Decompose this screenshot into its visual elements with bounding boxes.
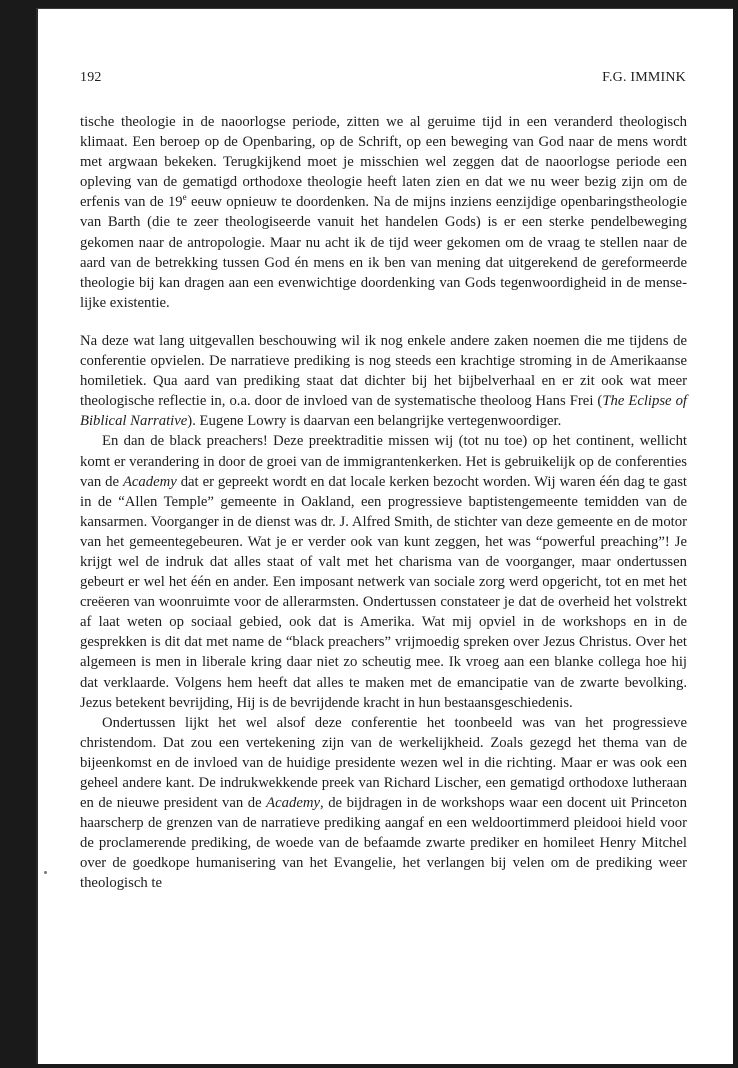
scan-speck — [44, 871, 47, 874]
running-head: F.G. IMMINK — [602, 70, 686, 85]
page-number: 192 — [80, 70, 102, 85]
superscript: e — [182, 192, 187, 203]
text-run: , de bijdragen in de workshops waar een docent uit Princeton haarscherp de grenzen van de narratieve prediking aangaf en een weldoortimmerd pleidooi hield voor de proclamerende prediking, de woede van de befaamde zwarte prediker en homileet Henry Mitchel over de goedkope humanisering van het Evangelie, het verlangen bij velen om de prediking weer theologisch te — [80, 795, 687, 892]
paragraph-2 — [80, 331, 687, 431]
academy-italic: Academy — [122, 473, 177, 490]
text-run: tische theologie in de naoorlogse periode, zitten we al geruime tijd in een veranderd theologisch klimaat. Een beroep op de Openbaring, op de Schrift, op een beweging van God naar de mens wordt met argwaan bekeken. Terugkijkend moet je misschien wel zeggen dat de naoorlogse periode een opleving van de gematigd orthodoxe theologie heeft laten zien en dat we nu weer bezig zijn om de erfenis van de 19 — [80, 114, 687, 211]
scan-shadow-left — [36, 8, 38, 1064]
text-run: eeuw opnieuw te doordenken. Na de mijns inziens eenzijdige openbaringstheologie van Barth (die te zeer theologiseerde vanuit het handelen Gods) is er een sterke pendelbeweging gekomen naar de antropologie. Maar nu acht ik de tijd weer gekomen om de vraag te stellen naar de aard van de betrekking tussen God én mens en ik ben van mening dat uitgerekend de gereformeerde theologie bij kan dragen aan een evenwichtige doordenking van Gods tegenwoordigheid in de menselijke existentie. — [80, 194, 687, 311]
paragraph-4 — [80, 713, 687, 894]
text-run: En dan de black preachers! Deze preektraditie missen wij (tot nu toe) op het continent, wellicht komt er verandering in door de groei van de immigrantenkerken. Het is gebruikelijk op de conferenties van de — [80, 433, 687, 490]
book-page — [36, 8, 733, 1064]
text-run: Ondertussen lijkt het wel alsof deze conferentie het toonbeeld was van het progressieve christendom. Dat zou een vertekening zijn van de werkelijkheid. Zoals gezegd het thema van de bijeenkomst en de invloed van de huidige presidente wezen wel in die richting. Maar er was ook een geheel andere kant. De indrukwekkende preek van Richard Lischer, een gematigd orthodoxe lutheraan en de nieuwe president van de — [80, 714, 687, 812]
paragraph-3 — [80, 431, 687, 712]
text-run: Na deze wat lang uitgevallen beschouwing wil ik nog enkele andere zaken noemen die me tijdens de conferentie opvielen. De narratieve prediking is nog steeds een krachtige stroming in de Amerikaanse homiletiek. Qua aard van prediking staat dat dichter bij het bijbelverhaal en er zit ook wat meer theologische reflectie in, o.a. door de invloed van de systematische theoloog Hans Frei ( — [80, 332, 687, 410]
academy-italic: Academy — [266, 795, 320, 812]
body-text — [80, 112, 687, 894]
text-run: dat er gepreekt wordt en dat locale kerken bezocht worden. Wij waren één dag te gast in de “Allen Temple” gemeente in Oakland, een progressieve baptistengemeente temidden van de kansarmen. Voorganger in de dienst was dr. J. Alfred Smith, de stichter van deze gemeente en de motor van het gemeentegebeuren. Wat je er verder ook van kunt zeggen, het was “powerful preaching”! Je krijgt wel de indruk dat alles staat of valt met het charisma van de voorganger, maar ondertussen gebeurt er wel het één en ander. Een imposant netwerk van sociale zorg werd opgericht, tot en met het creëeren van woonruimte voor de allerarmsten. Ondertussen constateer je dat de overheid het volstrekt af laat weten op sociaal gebied, ook dat is Amerika. Wat mij opviel in de workshops en in de gesprekken is dit dat met name de “black preachers” vrijmoedig spreken over Jezus Christus. Over het algemeen is men in liberale kring daar niet zo scheutig mee. Ik vroeg aan een blanke collega hoe hij dat verklaarde. Volgens hem heeft dat alles te maken met de emancipatie van de zwarte bevolking. Jezus betekent bevrijding, Hij is de bevrijdende kracht in hun bestaansgeschiedenis. — [80, 473, 687, 711]
page-header — [80, 70, 686, 86]
paragraph-1 — [80, 112, 687, 313]
book-title: The Eclipse of Biblical Narrative — [80, 393, 688, 430]
scan-shadow-top — [36, 8, 733, 9]
text-run: ). Eugene Lowry is daarvan een belangrijke vertegenwoordiger. — [187, 413, 562, 430]
